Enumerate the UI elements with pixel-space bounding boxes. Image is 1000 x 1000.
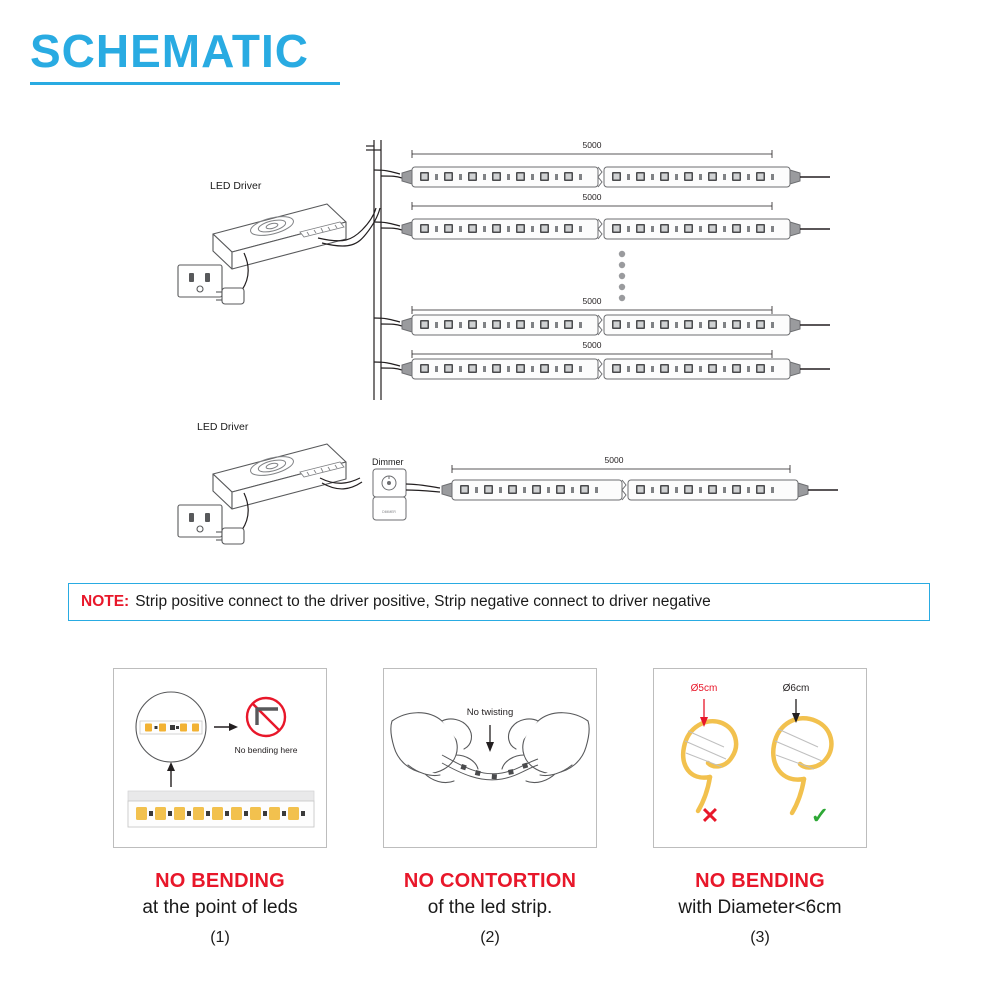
panel-2-caption-main: NO CONTORTION	[403, 870, 577, 892]
note-box	[68, 583, 930, 621]
panel-1-caption-main: NO BENDING	[155, 870, 285, 892]
driver-label-top: LED Driver	[210, 180, 262, 192]
strip-length-4: 5000	[582, 340, 602, 350]
strip-length-3: 5000	[582, 296, 602, 306]
led-strip-row-3	[402, 296, 830, 335]
note-label: NOTE:	[81, 593, 130, 610]
panel-no-bending-leds	[113, 668, 327, 947]
strip-length-dimmer: 5000	[604, 455, 624, 465]
panel-1-caption-sub: at the point of leds	[142, 897, 298, 918]
led-driver-top	[213, 204, 346, 269]
continuation-dots	[619, 251, 625, 301]
led-driver-bottom	[213, 444, 346, 509]
panel-3-caption-sub: with Diameter<6cm	[678, 897, 842, 918]
wall-socket-bottom	[178, 505, 222, 537]
panel-1-annotation: No bending here	[234, 745, 298, 755]
warning-panels	[0, 668, 1000, 968]
wall-socket-top	[178, 265, 222, 297]
driver-label-bottom: LED Driver	[197, 421, 249, 433]
led-strip-row-4	[402, 340, 830, 379]
panel-1-caption	[113, 870, 327, 947]
title-underline	[30, 82, 340, 85]
panel-2-number: (2)	[480, 929, 500, 946]
panel-no-bending-diameter	[653, 668, 867, 947]
panel-2-image	[383, 668, 597, 848]
page-title: SCHEMATIC	[30, 25, 310, 77]
strip-length-2: 5000	[582, 192, 602, 202]
panel-2-caption	[383, 870, 597, 947]
panel-3-bad-mark: ✕	[700, 803, 720, 828]
led-strip-dimmer	[442, 455, 838, 500]
panel-1-number: (1)	[210, 929, 230, 946]
panel-3-good-mark: ✓	[810, 803, 830, 828]
svg-text:DIMMER: DIMMER	[382, 510, 396, 514]
bus-lines	[366, 140, 402, 400]
dimmer-label: Dimmer	[372, 457, 404, 467]
schematic-diagram	[0, 110, 1000, 570]
led-strip-row-2	[402, 192, 830, 239]
panel-2-annotation: No twisting	[466, 707, 514, 718]
note-text: Strip positive connect to the driver positive, Strip negative connect to driver negative	[135, 593, 711, 610]
panel-3-caption	[653, 870, 867, 947]
strip-length-1: 5000	[582, 140, 602, 150]
panel-2-caption-sub: of the led strip.	[427, 897, 553, 918]
led-strip-row-1	[402, 140, 830, 187]
panel-3-caption-main: NO BENDING	[695, 870, 825, 892]
panel-3-diameter-good: Ø6cm	[782, 683, 810, 694]
panel-no-contortion	[383, 668, 597, 947]
panel-3-number: (3)	[750, 929, 770, 946]
panel-3-diameter-bad: Ø5cm	[690, 683, 718, 694]
panel-1-image	[113, 668, 327, 848]
page-title-block	[30, 25, 350, 85]
panel-3-image	[653, 668, 867, 848]
